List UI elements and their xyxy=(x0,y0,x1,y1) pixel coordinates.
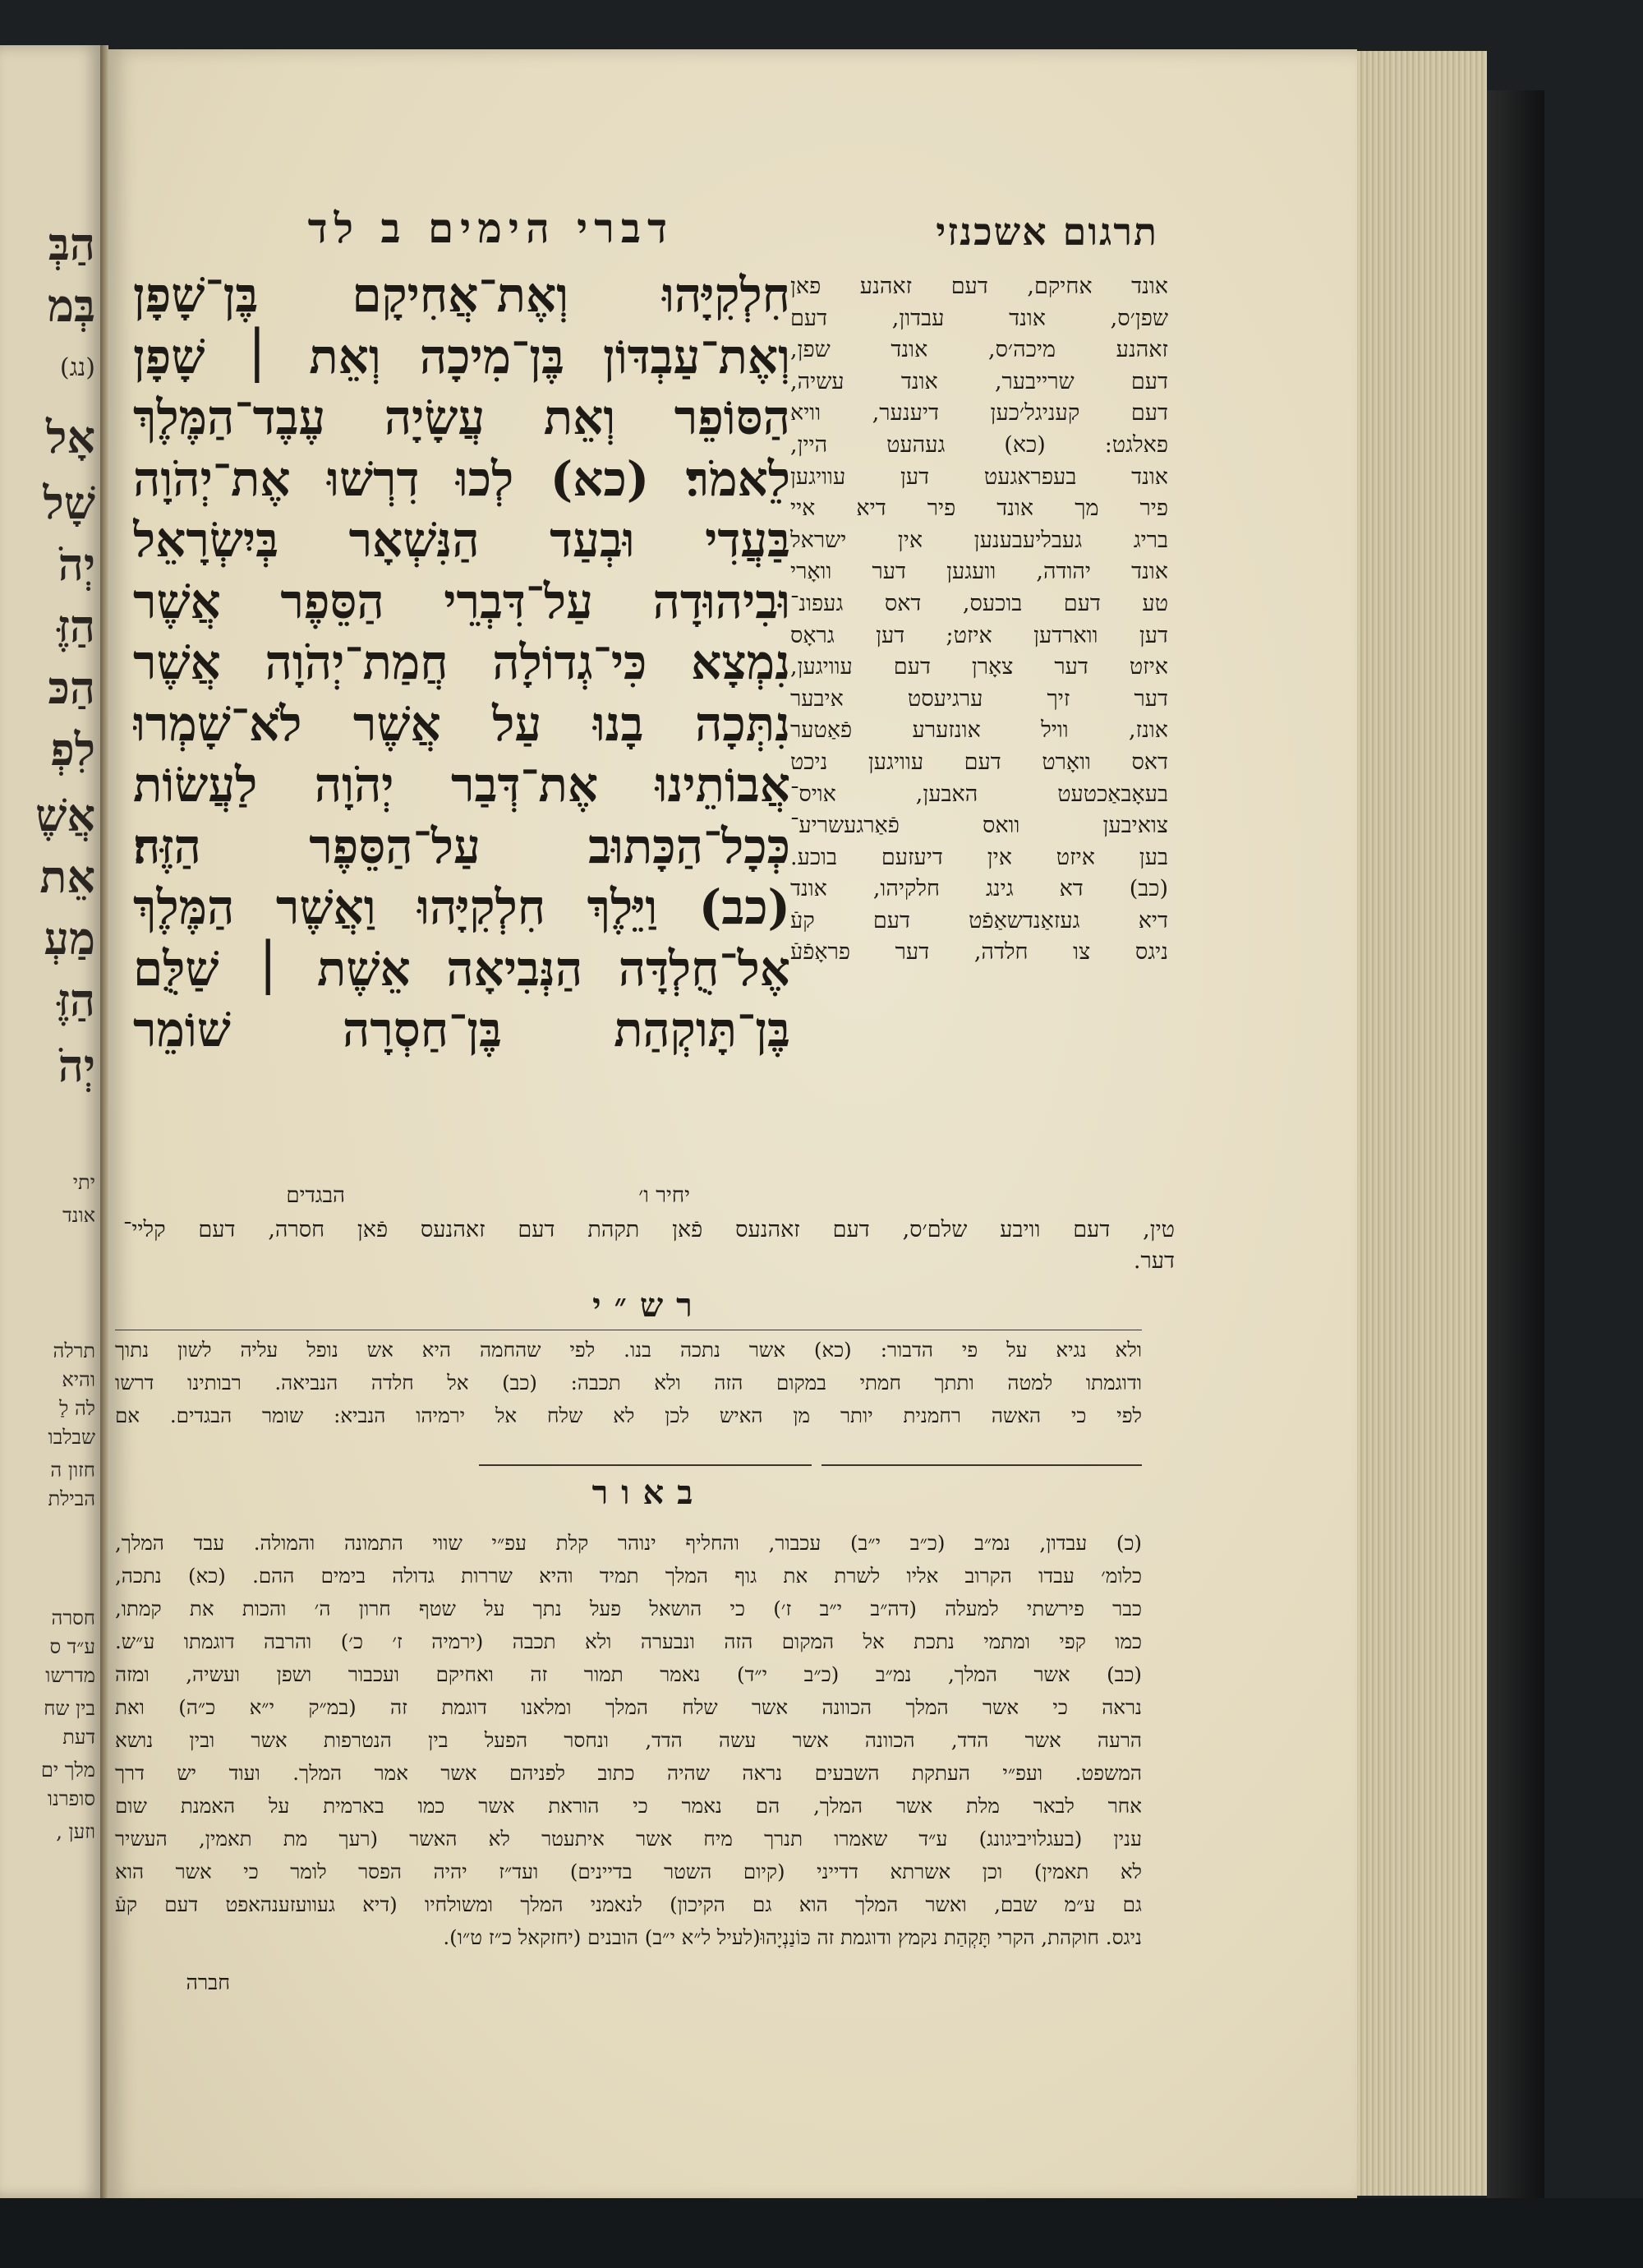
translation-continuation-line: דער. xyxy=(1133,1248,1175,1274)
rashi-line: לפי כי האשה רחמנית יותר מן האיש לכן לא שלח אל ירמיהו הנביא: שומר הבגדים. אם xyxy=(115,1404,1142,1427)
footer-marker-middle: יחיר ו׳ xyxy=(638,1183,690,1208)
left-page-fragment: תרלה xyxy=(53,1339,95,1362)
rashi-title: רש״י xyxy=(592,1286,706,1325)
left-page-fragment: סופרנו xyxy=(47,1787,95,1810)
biur-line: נראה כי אשר המלך הכוונה אשר שלח המלך ומלאנו דוגמת זה (במ״ק י״א כ״ה) ואת xyxy=(115,1695,1142,1719)
biur-line: גם ע״מ שבם, ואשר המלך הוא גם הקיכון) לנאמני המלך ומשולחיו (דיא געוועזענהאפט דעם קעֿ xyxy=(115,1892,1142,1916)
rashi-commentary xyxy=(115,1334,1142,1432)
left-page-fragment: מַעְ xyxy=(44,912,95,965)
footer-marker-left: הבגדים xyxy=(286,1183,345,1208)
page-edges xyxy=(1357,51,1487,2196)
hebrew-line: אֲבוֹתֵינוּ אֶת־דְּבַר יְהֹוָה לַעֲשׂוֹת xyxy=(133,757,790,813)
translation-line: דען ווארדען איזט; דען גראָס xyxy=(790,622,1168,648)
biur-title: באור xyxy=(591,1473,706,1512)
translation-line: בען איזט אין דיעזעם בוכע. xyxy=(790,844,1168,870)
left-page-fragment: והיא xyxy=(62,1368,95,1391)
hebrew-line: נִתְּכָה בָנוּ עַל אֲשֶׁר לֹא־שָׁמְרוּ xyxy=(133,695,790,752)
biur-line: לא תאמין) וכן אשרתא דדייני (קיום השטר בדיינים) ועד״ז יהיה הפסר לומר כי אשר הוא xyxy=(115,1860,1142,1883)
left-page-fragment: אֵת xyxy=(39,850,95,903)
left-page-fragment: אונד xyxy=(62,1204,95,1227)
translation-line: שפן׳ס, אונד עבדון, דעם xyxy=(790,305,1168,331)
translation-line: בריג געבליעבענען אין ישראל xyxy=(790,527,1168,553)
left-page-fragment: ע״ד ס xyxy=(49,1635,95,1658)
biur-line: ענין (בעגלויביגונג) ע״ד שאמרו תנרך מיח אשר איתעטר לא האשר (רעך מת תאמין, העשיר xyxy=(115,1827,1142,1851)
translation-continuation xyxy=(123,1215,1175,1277)
left-page-fragment: שבלבו xyxy=(48,1426,95,1449)
section-divider-left xyxy=(479,1464,812,1466)
left-page-fragment: חסרה xyxy=(51,1606,95,1630)
hebrew-line: בֶּן־תָּוקְהַת בֶּן־חַסְרָה שׁוֹמֵר xyxy=(133,1002,790,1058)
running-header-left: דברי הימים ב לד xyxy=(307,204,674,252)
translation-line: בעאָבאַכטעט האבען, אויס־ xyxy=(790,781,1168,807)
translation-line: אונז, וויל אונזערע פֿאַטער xyxy=(790,717,1168,744)
translation-line: צואיבען וואס פֿאַרגעשריע־ xyxy=(790,813,1168,839)
translation-line: איזט דער צאָרן דעם עוויגען, xyxy=(790,654,1168,680)
hebrew-line: בַּעֲדִי וּבְעַד הַנִּשְׁאָר בְּיִשְׂרָאֵל xyxy=(133,512,790,568)
hebrew-main-text xyxy=(133,265,790,1061)
translation-line: דער זיך ערגיעסט איבער xyxy=(790,685,1168,712)
hebrew-line: חִלְקִיָּהוּ וְאֶת־אֲחִיקָם בֶּן־שָׁפָן xyxy=(133,267,790,323)
left-page-fragment: אָל xyxy=(46,411,95,463)
translation-line: (כב) דא גינג חלקיהו, אונד xyxy=(790,876,1168,902)
hebrew-line: לֵאמֹר׃ (כא) לְכוּ דִרְשׁוּ אֶת־יְהֹוָה xyxy=(133,450,790,507)
translation-line: טע דעם בוכעס, דאס געפונ־ xyxy=(790,590,1168,616)
left-page-fragment: וזען , xyxy=(56,1820,95,1843)
left-page xyxy=(0,45,103,2198)
hebrew-line: וּבִיהוּדָה עַל־דִּבְרֵי הַסֵּפֶר אֲשֶׁר xyxy=(133,573,790,629)
left-page-fragment: הַבְּ xyxy=(48,218,95,270)
biur-line: הרעה אשר הדד, הכוונה אשר עשה הדד, ונחסר הפעל בין הנטרפות אשר ובין נושא xyxy=(115,1728,1142,1752)
biur-line: (כ) עבדון, נמ״ב (כ״ב י״ב) עכבור, והחליף ינוהר קלת עפ״י שווי התמונה והמולה. עבד המלך, xyxy=(115,1531,1142,1555)
left-page-fragment: (נג) xyxy=(59,353,95,382)
translation-line: פאלגט: (כא) געהעט היין, xyxy=(790,431,1168,458)
translation-continuation-line: טין, דעם וויבע שלם׳ס, דעם זאהנעס פֿאן תקהת דעם זאהנעס פֿאן חסרה, דעם קליי־ xyxy=(123,1217,1175,1242)
left-page-fragment: בְּמ xyxy=(47,279,95,332)
left-page-fragment: מדרשו xyxy=(45,1664,95,1687)
left-page-fragment: הבילת xyxy=(48,1487,95,1510)
translation-line: דעם שרייבער, אונד עשיה, xyxy=(790,368,1168,394)
hebrew-line: נִמְצָא כִּי־גְדוֹלָה חֲמַת־יְהֹוָה אֲשֶׁר xyxy=(133,634,790,690)
translation-line: דעם קעניגל׳כען דיענער, וויא xyxy=(790,400,1168,426)
rashi-line: ולא נגיא על פי הדבור: (כא) אשר נתכה בנו. לפי שהחמה היא אש נופל עליה לשון נתוך xyxy=(115,1338,1142,1362)
biur-line: אחר לבאר מלת אשר המלך, הם נאמר כי הוראת אשר כמו בארמית על האמנת שום xyxy=(115,1794,1142,1818)
left-page-fragment: הַזֶּ xyxy=(57,974,95,1026)
left-page-fragment: מלך ים xyxy=(40,1759,95,1782)
left-page-fragment: דעת xyxy=(62,1726,95,1749)
translation-line: דאס וואָרט דעם עוויגען ניכט xyxy=(790,749,1168,775)
hebrew-line: כְּכָל־הַכָּתוּב עַל־הַסֵּפֶר הַזֶּה׃ xyxy=(133,818,790,874)
biur-line: ניגס. חוקהת, הקרי תָּקְהַת נקמץ ודוגמת זה כּוֹנַנְיָהוּ(לעיל ל״א י״ב) הובנים (יחזקאל כ״ז ט״ו). xyxy=(443,1925,1142,1949)
translation-line: פיר מך אונד פיר דיא איי xyxy=(790,496,1168,522)
biur-line: כלומ׳ עבדו הקרוב אליו לשרת את גוף המלך תמיד והיא שררות גדולה בימים ההם. (כא) נתכה, xyxy=(115,1564,1142,1588)
translation-line: אונד יהודה, וועגען דער וואָרי xyxy=(790,559,1168,585)
section-divider-right xyxy=(822,1464,1142,1466)
left-page-fragment: אֲשֶׁ xyxy=(35,789,95,841)
left-page-fragment: לִפְ xyxy=(50,723,95,776)
biur-line: (כב) אשר המלך, נמ״ב (כ״ב י״ד) נאמר תמור זה ואחיקם ועכבור ושפן ועשיה, ומזה xyxy=(115,1662,1142,1686)
hebrew-line: הַסּוֹפֵר וְאֵת עֲשָׂיָה עֶבֶד־הַמֶּלֶךְ xyxy=(133,390,790,445)
hebrew-line: אֶל־חֻלְדָּה הַנְּבִיאָה אֵשֶׁת ׀ שַׁלֻּם xyxy=(133,940,790,997)
hebrew-line: (כב) וַיֵּלֶךְ חִלְקִיָּהוּ וַאֲשֶׁר הַמֶּלֶךְ xyxy=(133,879,790,935)
translation-line: אונד בעפראגעט דען עוויגען xyxy=(790,463,1168,490)
translation-line: דיא געזאַנדשאַפֿט דעם קעֿ xyxy=(790,907,1168,933)
background-bottom xyxy=(0,2198,1643,2268)
translation-line: ניגס צו חלדה, דער פראָפֿעֿ xyxy=(790,939,1168,966)
left-page-fragment: שָׁל xyxy=(43,477,95,529)
left-page-fragment: לה לַ xyxy=(59,1397,95,1420)
running-header-right: תרגום אשכנזי xyxy=(936,210,1158,254)
book-cover-edge xyxy=(1487,90,1544,2227)
biur-line: כבר פירשתי למעלה (דה״ב י״ב ז׳) כי הושאל פעל נתך על שטף חרון ה׳ והכות את קמתו, xyxy=(115,1597,1142,1620)
book-gutter xyxy=(100,45,108,2198)
left-page-fragment: הַזֶּ xyxy=(57,600,95,652)
biur-line: כמו קפי ומתמי נתכת אל המקום הזה ונבערה ולא תכבה (ירמיה ז׳ כ׳) והרבה דוגמתו ע״ש. xyxy=(115,1630,1142,1653)
left-page-fragment: בין שח xyxy=(44,1697,95,1720)
rashi-line: ודוגמתו למטה ותתך חמתי במקום הזה ולא תכבה: (כב) אל חלדה הנביאה. רבותינו דרשו xyxy=(115,1371,1142,1394)
catchword: חברה xyxy=(186,1971,230,1994)
left-page-fragment: יתי xyxy=(72,1171,95,1194)
biur-commentary xyxy=(115,1527,1142,1954)
german-translation-column xyxy=(790,271,1168,969)
left-page-fragment: חזון ה xyxy=(50,1459,95,1482)
biur-line: המשפט. ועפ״י העתקת השבעים נראה שהיה כתוב לפניהם אשר אמר המלך. ועוד יש דרך xyxy=(115,1761,1142,1785)
hebrew-line: וְאֶת־עַבְדּוֹן בֶּן־מִיכָה וְאֵת ׀ שָׁפָן xyxy=(133,328,790,385)
left-page-fragment: הַכּ xyxy=(48,662,95,714)
translation-line: אונד אחיקם, דעם זאהנע פאן xyxy=(790,274,1168,299)
translation-line: זאהנע מיכה׳ס, אונד שפן, xyxy=(790,337,1168,363)
left-page-fragment: יְהֹ xyxy=(58,538,95,591)
left-page-fragment: יְהֹ xyxy=(58,1040,95,1092)
